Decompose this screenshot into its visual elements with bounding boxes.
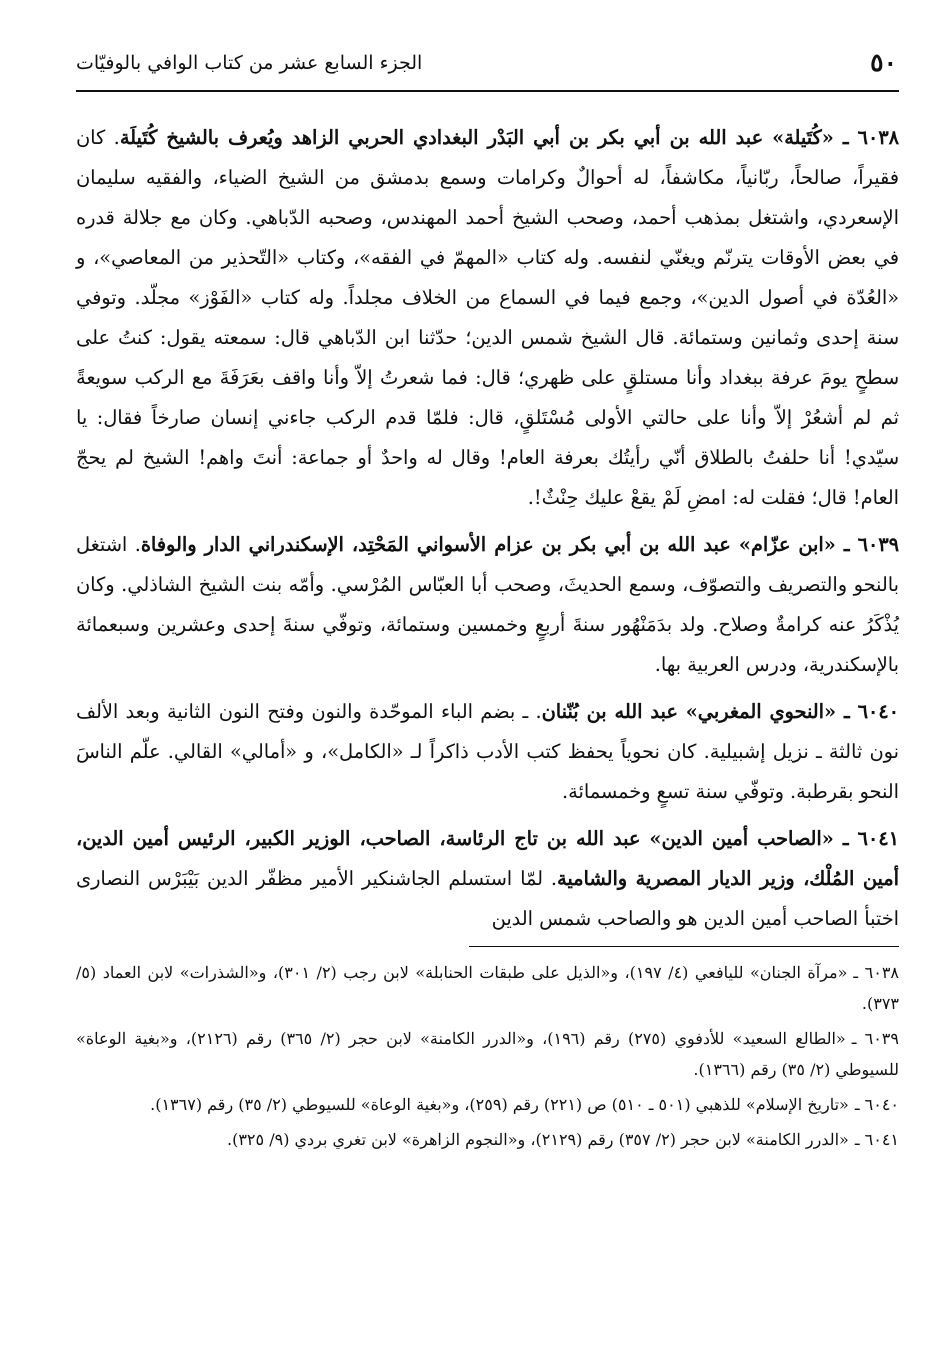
footnote-6038: [76, 957, 899, 1019]
entry-heading: [542, 700, 899, 723]
footnote-number: ٦٠٣٨ ـ: [853, 963, 899, 982]
footnote-6039: [76, 1023, 899, 1085]
footnote-6040: [76, 1089, 899, 1120]
entry-number: ٦٠٤٠ ـ: [844, 700, 899, 723]
entry-title: «النحوي المغربي» عبد الله بن بُنّنان: [541, 700, 837, 723]
footnote-number: ٦٠٣٩ ـ: [851, 1029, 899, 1048]
footnote-text: «تاريخ الإسلام» للذهبي (٥٠١ ـ ٥١٠) ص (٢٢١) رقم (٢٥٩)، و«بغية الوعاة» للسيوطي (٢/ ٣٥) رقم (١٣٦٧).: [150, 1095, 849, 1114]
entry-6040: [76, 692, 899, 812]
footnote-6041: [76, 1124, 899, 1155]
entry-number: ٦٠٤١ ـ: [842, 827, 899, 850]
entry-body: . اشتغل بالنحو والتصريف والتصوّف، وسمع الحديثَ، وصحب أبا العبّاس المُرْسي. وأمّه بنت الشيخ الشاذلي. وكان يُذْكَرُ عنه كرامةٌ وصلاح. ولد بدَمَنْهُور سنةَ أربعٍ وخمسين وستمائة، وتوفّي سنةَ إحدى وعشرين وسبعمائة بالإسكندرية، ودرس العربية بها.: [76, 533, 899, 676]
entry-6038: [76, 118, 899, 518]
entry-6041: [76, 819, 899, 939]
entry-body: . لمّا استسلم الجاشنكير الأمير مظفّر الدين بَيْبَرْس النصارى اختبأ الصاحب أمين الدين هو والصاحب شمس الدين: [76, 867, 899, 930]
entry-heading: [141, 533, 899, 556]
entry-title: «كُتَيلة» عبد الله بن أبي بكر بن أبي البَدْر البغدادي الحربي الزاهد ويُعرف بالشيخ كُتَيلَة: [119, 126, 834, 149]
footnote-number: ٦٠٤١ ـ: [854, 1130, 899, 1149]
footnote-text: «مرآة الجنان» لليافعي (٤/ ١٩٧)، و«الذيل على طبقات الحنابلة» لابن رجب (٢/ ٣٠١)، و«الشذرات» لابن العماد (٥/ ٣٧٣).: [76, 963, 899, 1013]
main-text: [76, 118, 899, 939]
footnote-text: «الدرر الكامنة» لابن حجر (٢/ ٣٥٧) رقم (٢١٢٩)، و«النجوم الزاهرة» لابن تغري بردي (٩/ ٣٢٥).: [227, 1130, 849, 1149]
footnotes: [76, 957, 899, 1155]
entry-number: ٦٠٣٨ ـ: [842, 126, 899, 149]
running-title: الجزء السابع عشر من كتاب الوافي بالوفيّات: [76, 52, 423, 74]
entry-body: . كان فقيراً، صالحاً، ربّانياً، مكاشفاً، له أحوالٌ وكرامات وسمع بدمشق من الشيخ الضياء، والفقيه سليمان الإسعردي، واشتغل بمذهب أحمد، وصحب الشيخ أحمد المهندس، وصحبه الدّباهي. وكان مع جلالة قدره في بعض الأوقات يترنّم ويغنّي لنفسه. وله كتاب «المهمّ في الفقه»، وكتاب «التّحذير من المعاصي»، و «العُدّة في أصول الدين»، وجمع فيما في السماع من الخلاف مجلداً. وله كتاب «الفَوْز» مجلّد. وتوفي سنة إحدى وثمانين وستمائة. قال الشيخ شمس الدين؛ حدّثنا ابن الدّباهي قال: سمعته يقول: كنتُ على سطحٍ يومَ عرفة ببغداد وأنا مستلقٍ على ظهري؛ قال: فما شعرتُ إلاّ وأنا واقف بعَرَفَةَ مع الركب سويعةً ثم لم أشعُرْ إلاّ وأنا على حالتي الأولى مُسْتَلقٍ، قال: فلمّا قدم الركب جاءني إنسان صارخاً فقال: يا سيّدي! أنا حلفتُ بالطلاق أنّي رأيتُك بعرفة العام! وقال له واحدٌ أو جماعة: أنتَ واهم! الشيخ لم يحجّ العام! قال؛ فقلت له: امضِ لَمْ يقعْ عليك حِنْثٌ!.: [76, 126, 899, 509]
entry-heading: [120, 126, 899, 149]
entry-6039: [76, 525, 899, 685]
entry-number: ٦٠٣٩ ـ: [843, 533, 899, 556]
entry-body: . ـ بضم الباء الموحّدة والنون وفتح النون الثانية وبعد الألف نون ثالثة ـ نزيل إشبيلية. كان نحوياً يحفظ كتب الأدب ذاكراً لـ «الكامل»، و «أمالي» القالي. علّم الناسَ النحو بقرطبة. وتوفّي سنة تسعٍ وخمسمائة.: [76, 700, 899, 803]
page-number: ٥٠: [870, 48, 897, 77]
page-header: [76, 0, 899, 92]
footnote-number: ٦٠٤٠ ـ: [854, 1095, 899, 1114]
footnote-text: «الطالع السعيد» للأدفوي (٢٧٥) رقم (١٩٦)، و«الدرر الكامنة» لابن حجر (٢/ ٣٦٥) رقم (٢١٢٦)، و«بغية الوعاة» للسيوطي (٢/ ٣٥) رقم (١٣٦٦).: [76, 1029, 899, 1079]
entry-title: «الصاحب أمين الدين» عبد الله بن تاج الرئاسة، الصاحب، الوزير الكبير، الرئيس أمين الدين، أمين المُلْك، وزير الديار المصرية والشامية: [76, 827, 899, 890]
footnote-divider: [469, 946, 899, 947]
entry-title: «ابن عزّام» عبد الله بن أبي بكر بن عزام الأسواني المَحْتِد، الإسكندراني الدار والوفاة: [140, 533, 836, 556]
